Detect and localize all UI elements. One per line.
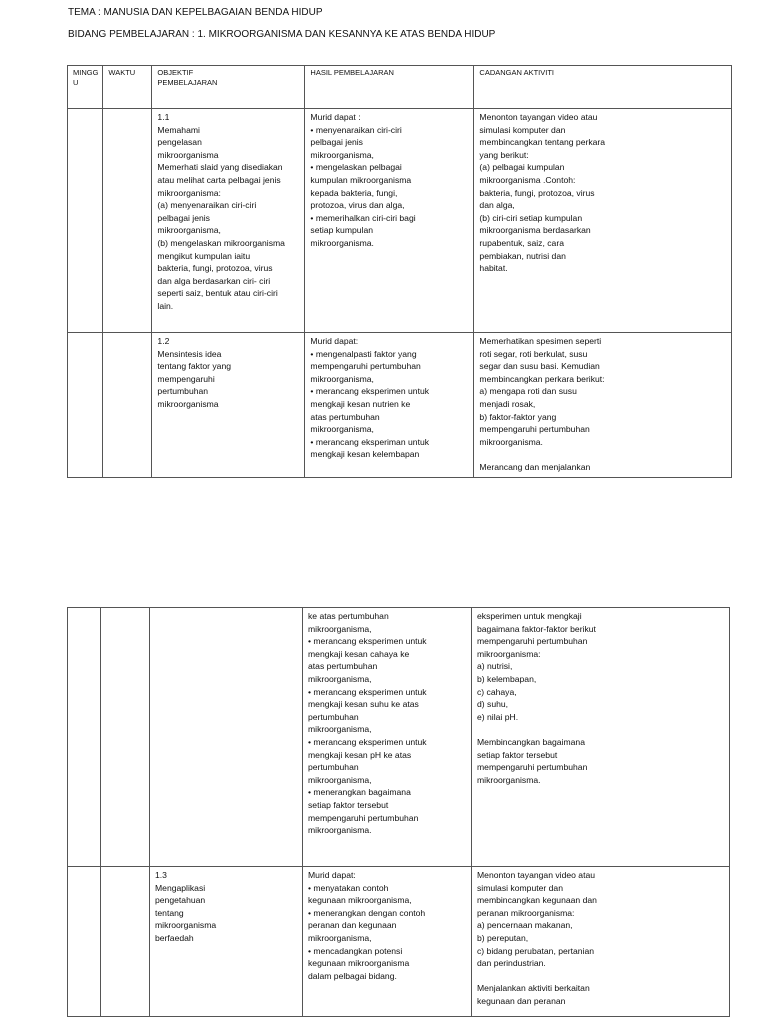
lesson-plan-table-page-1	[67, 65, 732, 478]
minggu-cell	[68, 333, 103, 478]
cell-text-line: protozoa, virus dan alga,	[310, 200, 405, 211]
table-header-row	[68, 66, 732, 109]
objektif-cell	[152, 109, 305, 333]
cell-text-line: Murid dapat:	[308, 870, 356, 880]
cell-text-line: mikroorganisma,	[310, 149, 374, 160]
waktu-cell	[101, 608, 150, 867]
cell-text-line: membincangkan tentang perkara	[479, 137, 606, 148]
cell-text-line: • menerangkan bagaimana	[308, 787, 411, 798]
cell-text-line: kegunaan dan peranan	[477, 995, 566, 1006]
cell-text-line: mengikut kumpulan iaitu	[157, 250, 251, 261]
cadangan-cell	[472, 867, 730, 1017]
cell-text-line: simulasi komputer dan	[479, 124, 566, 135]
cell-text-line: Menonton tayangan video atau	[479, 112, 598, 122]
cell-text-line: Murid dapat :	[310, 112, 361, 122]
cell-text-line: (b) ciri-ciri setiap kumpulan	[479, 212, 583, 223]
cell-text-line: rupabentuk, saiz, cara	[479, 237, 564, 248]
cell-text-line: (a) menyenaraikan ciri-ciri	[157, 200, 257, 211]
cell-text-line: mikroorganisma,	[308, 673, 372, 684]
cell-text-line: mempengaruhi	[157, 373, 215, 384]
cell-text-line: pembiakan, nutrisi dan	[479, 250, 566, 261]
cell-text-line: mikroorganisma,	[308, 774, 372, 785]
cell-text-line: • merancang eksperimen untuk	[308, 686, 427, 697]
objektif-cell	[150, 867, 303, 1017]
cell-text-line: dan alga berdasarkan ciri- ciri	[157, 275, 271, 286]
cell-text-line: Memerhati slaid yang disediakan	[157, 162, 283, 173]
bidang-heading: BIDANG PEMBELAJARAN : 1. MIKROORGANISMA DAN KESANNYA KE ATAS BENDA HIDUP	[68, 29, 496, 40]
cell-text-line: Mengaplikasi	[155, 882, 206, 893]
cadangan-cell	[474, 333, 732, 478]
minggu-cell	[68, 867, 101, 1017]
cell-text-line: mikroorganisma .Contoh:	[479, 174, 576, 185]
cell-text-line: mikroorganisma.	[477, 774, 541, 785]
header-text: MINGG	[73, 68, 99, 77]
cadangan-cell	[474, 109, 732, 333]
cell-text-line: membincangkan kegunaan dan	[477, 895, 597, 906]
header-text: WAKTU	[108, 68, 136, 77]
cell-text-line: mempengaruhi pertumbuhan	[310, 361, 421, 372]
hasil-cell	[305, 109, 474, 333]
header-text: HASIL PEMBELAJARAN	[310, 68, 394, 77]
cell-text-line: atau melihat carta pelbagai jenis	[157, 174, 281, 185]
cell-text-line: mikroorganisma	[157, 398, 219, 409]
cell-text-line: mikroorganisma.	[479, 436, 543, 447]
header-text: U	[73, 77, 79, 87]
cell-text-line: e) nilai pH.	[477, 711, 519, 722]
cell-text-line: Menonton tayangan video atau	[477, 870, 596, 880]
cell-text-line: • merancang eksperimen untuk	[308, 736, 427, 747]
cell-text-line: peranan mikroorganisma:	[477, 907, 575, 918]
cell-text-line: dalam pelbagai bidang.	[308, 970, 397, 981]
cell-text-line: simulasi komputer dan	[477, 882, 563, 893]
cell-text-line: • menyatakan contoh	[308, 882, 389, 893]
minggu-cell	[68, 109, 103, 333]
cell-text-line: setiap kumpulan	[310, 225, 374, 236]
cell-text-line: mengkaji kesan suhu ke atas	[308, 699, 419, 710]
cell-text-line: menjadi rosak,	[479, 398, 536, 409]
cell-text-line: atas pertumbuhan	[308, 661, 378, 672]
table-row	[68, 867, 730, 1017]
header-cadangan	[474, 66, 732, 109]
cell-text-line: (a) pelbagai kumpulan	[479, 162, 565, 173]
cell-text-line: habitat.	[479, 263, 508, 274]
cell-text-line: dan perindustrian.	[477, 958, 546, 969]
cell-text-line: setiap faktor tersebut	[477, 749, 558, 760]
cell-text-line: mikroorganisma,	[308, 623, 372, 634]
cell-text-line: mengkaji kesan nutrien ke	[310, 398, 411, 409]
cell-text-line: 1.2	[157, 336, 170, 346]
cell-text-line: mikroorganisma,	[310, 424, 374, 435]
cell-text-line: segar dan susu basi. Kemudian	[479, 361, 600, 372]
cell-text-line: Murid dapat:	[310, 336, 359, 346]
cell-text-line: b) faktor-faktor yang	[479, 411, 557, 422]
cell-text-line: bakteria, fungi, protozoa, virus	[157, 263, 273, 274]
cell-text-line: membincangkan perkara berikut:	[479, 373, 605, 384]
cell-text-line: 1.1	[157, 112, 170, 122]
cell-text-line: tentang	[155, 907, 184, 918]
header-hasil	[305, 66, 474, 109]
cadangan-cell	[472, 608, 730, 867]
cell-text-line: mempengaruhi pertumbuhan	[477, 762, 588, 773]
cell-text-line: 1.3	[155, 870, 167, 880]
cell-text-line: pelbagai jenis	[310, 137, 363, 148]
cell-text-line: kegunaan mikroorganisma,	[308, 895, 412, 906]
cell-text-line: • merancang eksperimen untuk	[310, 386, 430, 397]
cell-text-line: a) pencernaan makanan,	[477, 920, 573, 931]
cell-text-line: Merancang dan menjalankan	[479, 461, 591, 472]
cell-text-line: mikroorganisma.	[310, 237, 374, 248]
table-row	[68, 608, 730, 867]
cell-text-line: roti segar, roti berkulat, susu	[479, 348, 588, 359]
cell-text-line: b) kelembapan,	[477, 673, 537, 684]
table-row	[68, 109, 732, 333]
cell-text-line: mikroorganisma:	[157, 187, 221, 198]
hasil-cell	[305, 333, 474, 478]
cell-text-line: mikroorganisma berdasarkan	[479, 225, 591, 236]
header-text: OBJEKTIF	[157, 68, 194, 77]
hasil-cell	[303, 608, 472, 867]
cell-text-line: d) suhu,	[477, 699, 509, 710]
cell-text-line: b) pereputan,	[477, 932, 529, 943]
table-row	[68, 333, 732, 478]
cell-text-line: • merancang eksperiman untuk	[310, 436, 430, 447]
cell-text-line: tentang faktor yang	[157, 361, 231, 372]
cell-text-line: pengelasan	[157, 137, 202, 148]
header-waktu	[103, 66, 152, 109]
header-text: CADANGAN AKTIVITI	[479, 68, 555, 77]
cell-text-line: mikroorganisma	[157, 149, 219, 160]
cell-text-line: seperti saiz, bentuk atau ciri-ciri	[157, 288, 278, 299]
tema-heading: TEMA : MANUSIA DAN KEPELBAGAIAN BENDA HIDUP	[68, 7, 323, 18]
waktu-cell	[101, 867, 150, 1017]
cell-text-line: berfaedah	[155, 932, 194, 943]
cell-text-line: ke atas pertumbuhan	[308, 611, 389, 621]
cell-text-line: kumpulan mikroorganisma	[310, 174, 412, 185]
cell-text-line	[479, 448, 727, 461]
cell-text-line: c) bidang perubatan, pertanian	[477, 945, 595, 956]
cell-text-line: a) mengapa roti dan susu	[479, 386, 577, 397]
cell-text-line: kegunaan mikroorganisma	[308, 958, 410, 969]
cell-text-line: bakteria, fungi, protozoa, virus	[479, 187, 595, 198]
lesson-plan-table-page-2	[67, 607, 730, 1017]
objektif-cell	[152, 333, 305, 478]
objektif-cell	[150, 608, 303, 867]
minggu-cell	[68, 608, 101, 867]
cell-text-line: pertumbuhan	[308, 762, 359, 773]
cell-text-line: dan alga,	[479, 200, 515, 211]
header-minggu	[68, 66, 103, 109]
cell-text-line: pengetahuan	[155, 895, 206, 906]
cell-text-line: mempengaruhi pertumbuhan	[477, 636, 588, 647]
cell-text-line: • memerihalkan ciri-ciri bagi	[310, 212, 416, 223]
cell-text-line: mikroorganisma:	[477, 648, 541, 659]
cell-text-line: mempengaruhi pertumbuhan	[308, 812, 419, 823]
cell-text-line: peranan dan kegunaan	[308, 920, 397, 931]
cell-text-line: pertumbuhan	[157, 386, 209, 397]
cell-text-line: bagaimana faktor-faktor berikut	[477, 623, 596, 634]
cell-text-line: Mensintesis idea	[157, 348, 222, 359]
cell-text-line: lain.	[157, 300, 174, 311]
cell-text-line: Memahami	[157, 124, 200, 135]
header-objektif	[152, 66, 305, 109]
hasil-cell	[303, 867, 472, 1017]
cell-text-line: mikroorganisma,	[308, 724, 372, 735]
cell-text-line: Memerhatikan spesimen seperti	[479, 336, 602, 346]
cell-text-line: setiap faktor tersebut	[308, 799, 389, 810]
cell-text-line: mikroorganisma.	[308, 825, 372, 836]
cell-text-line: yang berikut:	[479, 149, 529, 160]
cell-text-line: kepada bakteria, fungi,	[310, 187, 398, 198]
cell-text-line: pertumbuhan	[308, 711, 359, 722]
waktu-cell	[103, 333, 152, 478]
cell-text-line: pelbagai jenis	[157, 212, 210, 223]
cell-text-line: • mengelaskan pelbagai	[310, 162, 402, 173]
cell-text-line: Menjalankan aktiviti berkaitan	[477, 983, 590, 994]
cell-text-line: (b) mengelaskan mikroorganisma	[157, 237, 285, 248]
cell-text-line: mempengaruhi pertumbuhan	[479, 424, 590, 435]
cell-text-line	[477, 970, 725, 983]
cell-text-line: eksperimen untuk mengkaji	[477, 611, 582, 621]
cell-text-line: atas pertumbuhan	[310, 411, 380, 422]
cell-text-line	[477, 723, 725, 736]
header-text: PEMBELAJARAN	[157, 77, 218, 87]
cell-text-line: • mencadangkan potensi	[308, 945, 403, 956]
cell-text-line: • menerangkan dengan contoh	[308, 907, 426, 918]
cell-text-line: • merancang eksperimen untuk	[308, 636, 427, 647]
cell-text-line: c) cahaya,	[477, 686, 517, 697]
cell-text-line: mikroorganisma,	[308, 932, 372, 943]
cell-text-line: • mengenalpasti faktor yang	[310, 348, 417, 359]
cell-text-line: a) nutrisi,	[477, 661, 513, 672]
waktu-cell	[103, 109, 152, 333]
cell-text-line: mikroorganisma,	[157, 225, 221, 236]
cell-text-line: mikroorganisma	[155, 920, 217, 931]
cell-text-line: Membincangkan bagaimana	[477, 736, 585, 747]
cell-text-line: mengkaji kesan pH ke atas	[308, 749, 412, 760]
cell-text-line: mikroorganisma,	[310, 373, 374, 384]
cell-text-line: mengkaji kesan kelembapan	[310, 449, 420, 460]
cell-text-line: • menyenaraikan ciri-ciri	[310, 124, 402, 135]
cell-text-line: mengkaji kesan cahaya ke	[308, 648, 410, 659]
